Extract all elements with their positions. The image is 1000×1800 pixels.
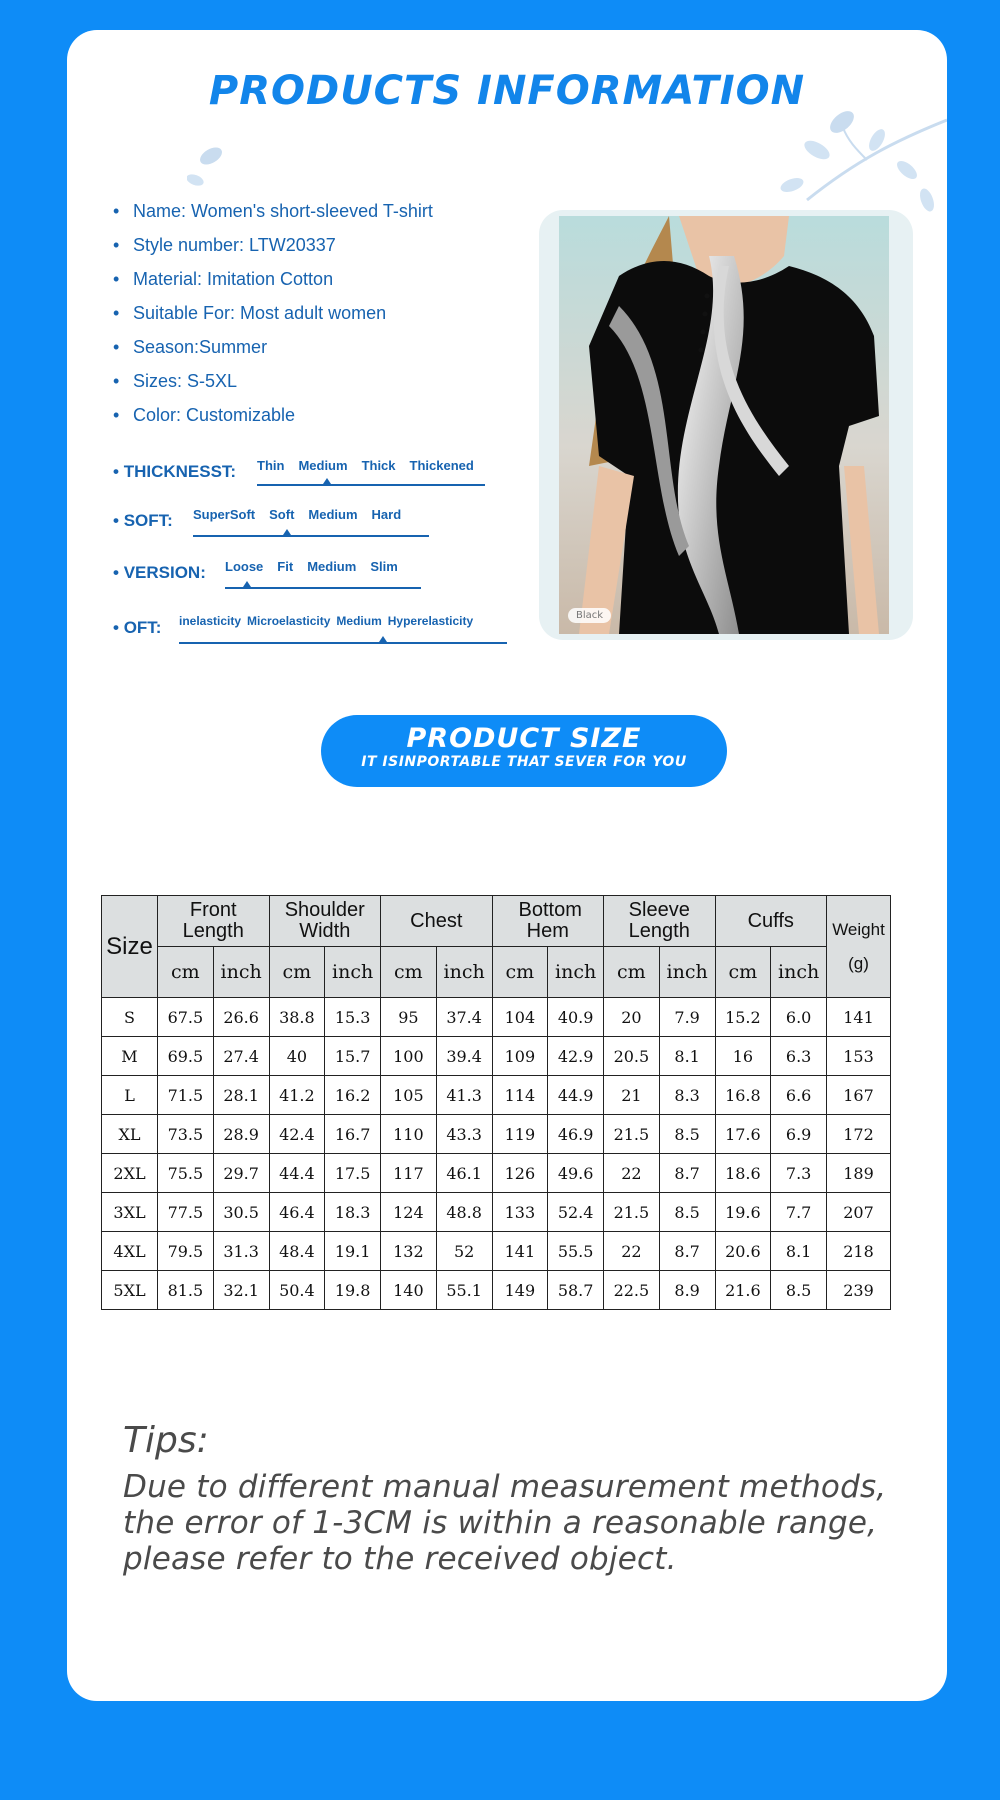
table-cell: 19.1 — [325, 1232, 381, 1271]
info-item: • Material: Imitation Cotton — [113, 269, 334, 289]
version-line — [225, 587, 421, 589]
size-table — [101, 895, 891, 1310]
weight-header: Weight (g) — [827, 896, 891, 998]
table-cell: 22.5 — [604, 1271, 660, 1310]
table-row — [102, 1154, 891, 1193]
product-info-list — [113, 194, 523, 432]
table-cell: 141 — [492, 1232, 548, 1271]
unit-cm: cm — [492, 947, 548, 998]
table-cell: 6.0 — [771, 998, 827, 1037]
table-cell: 8.3 — [659, 1076, 715, 1115]
option-thin: Thin — [257, 458, 285, 473]
table-cell: 126 — [492, 1154, 548, 1193]
table-cell: 8.1 — [659, 1037, 715, 1076]
table-cell: 27.4 — [213, 1037, 269, 1076]
option-loose: Loose — [225, 559, 264, 574]
soft-options — [193, 507, 415, 522]
info-season: Season:Summer — [133, 337, 268, 357]
cuffs-header: Cuffs — [715, 896, 827, 947]
product-photo — [559, 216, 889, 634]
table-cell: 46.4 — [269, 1193, 325, 1232]
table-cell: 18.3 — [325, 1193, 381, 1232]
tips-heading: Tips: — [123, 1420, 209, 1461]
table-cell: 15.7 — [325, 1037, 381, 1076]
soft-line — [193, 535, 429, 537]
table-cell: 75.5 — [158, 1154, 214, 1193]
table-row — [102, 998, 891, 1037]
table-cell: 41.3 — [436, 1076, 492, 1115]
table-cell: 49.6 — [548, 1154, 604, 1193]
size-header: Size — [102, 896, 158, 998]
soft-label: • SOFT: — [113, 511, 173, 530]
table-cell: 133 — [492, 1193, 548, 1232]
shoulder-width-header: Shoulder Width — [269, 896, 381, 947]
info-material: Material: Imitation Cotton — [133, 269, 334, 289]
table-cell: 8.7 — [659, 1154, 715, 1193]
table-cell: 20 — [604, 998, 660, 1037]
product-size-banner — [321, 715, 727, 787]
table-cell: 28.1 — [213, 1076, 269, 1115]
table-cell: 46.9 — [548, 1115, 604, 1154]
table-cell: 19.8 — [325, 1271, 381, 1310]
elasticity-line — [179, 642, 507, 644]
table-cell: 8.7 — [659, 1232, 715, 1271]
version-options — [225, 559, 412, 574]
info-name: Name: Women's short-sleeved T-shirt — [133, 201, 433, 221]
size-cell: 3XL — [102, 1193, 158, 1232]
table-cell: 44.9 — [548, 1076, 604, 1115]
table-cell: 239 — [827, 1271, 891, 1310]
option-fit: Fit — [277, 559, 294, 574]
table-cell: 149 — [492, 1271, 548, 1310]
table-cell: 39.4 — [436, 1037, 492, 1076]
page-title: PRODUCTS INFORMATION — [208, 68, 806, 114]
table-cell: 114 — [492, 1076, 548, 1115]
table-cell: 16 — [715, 1037, 771, 1076]
table-cell: 79.5 — [158, 1232, 214, 1271]
size-cell: 4XL — [102, 1232, 158, 1271]
table-cell: 7.3 — [771, 1154, 827, 1193]
table-cell: 22 — [604, 1232, 660, 1271]
table-cell: 67.5 — [158, 998, 214, 1037]
table-cell: 73.5 — [158, 1115, 214, 1154]
option-microelasticity: Microelasticity — [247, 614, 331, 628]
size-cell: M — [102, 1037, 158, 1076]
table-cell: 8.1 — [771, 1232, 827, 1271]
table-cell: 189 — [827, 1154, 891, 1193]
table-cell: 110 — [381, 1115, 437, 1154]
info-style-number: Style number: LTW20337 — [133, 235, 336, 255]
table-cell: 124 — [381, 1193, 437, 1232]
table-cell: 119 — [492, 1115, 548, 1154]
size-table-body — [102, 998, 891, 1310]
table-cell: 153 — [827, 1037, 891, 1076]
table-cell: 140 — [381, 1271, 437, 1310]
front-length-header: Front Length — [158, 896, 270, 947]
table-cell: 58.7 — [548, 1271, 604, 1310]
info-item: • Color: Customizable — [113, 405, 296, 425]
table-cell: 18.6 — [715, 1154, 771, 1193]
option-slim: Slim — [370, 559, 398, 574]
product-card — [67, 30, 947, 1701]
option-thickened: Thickened — [409, 458, 474, 473]
table-cell: 21.6 — [715, 1271, 771, 1310]
option-medium: Medium — [308, 507, 358, 522]
unit-inch: inch — [659, 947, 715, 998]
table-row — [102, 1076, 891, 1115]
table-cell: 105 — [381, 1076, 437, 1115]
table-cell: 8.5 — [659, 1115, 715, 1154]
info-color: Color: Customizable — [133, 405, 296, 425]
table-cell: 21.5 — [604, 1193, 660, 1232]
table-cell: 42.9 — [548, 1037, 604, 1076]
table-cell: 6.3 — [771, 1037, 827, 1076]
size-banner-title: PRODUCT SIZE — [406, 723, 642, 754]
thickness-marker-icon — [323, 478, 331, 484]
table-cell: 20.6 — [715, 1232, 771, 1271]
option-supersoft: SuperSoft — [193, 507, 256, 522]
table-cell: 46.1 — [436, 1154, 492, 1193]
table-row — [102, 1232, 891, 1271]
thickness-line — [257, 484, 485, 486]
table-cell: 38.8 — [269, 998, 325, 1037]
table-cell: 21.5 — [604, 1115, 660, 1154]
table-cell: 44.4 — [269, 1154, 325, 1193]
bottom-hem-header: Bottom Hem — [492, 896, 604, 947]
table-cell: 77.5 — [158, 1193, 214, 1232]
table-cell: 207 — [827, 1193, 891, 1232]
elasticity-options — [179, 614, 487, 628]
info-item: • Name: Women's short-sleeved T-shirt — [113, 201, 433, 221]
table-cell: 8.9 — [659, 1271, 715, 1310]
info-item: • Suitable For: Most adult women — [113, 303, 387, 323]
table-cell: 52.4 — [548, 1193, 604, 1232]
table-cell: 6.9 — [771, 1115, 827, 1154]
option-soft: Soft — [269, 507, 295, 522]
tips-section — [123, 1420, 923, 1577]
elasticity-marker-icon — [379, 636, 387, 642]
table-cell: 29.7 — [213, 1154, 269, 1193]
table-cell: 16.2 — [325, 1076, 381, 1115]
tips-body: Due to different manual measurement methods, the error of 1-3CM is within a reasonable range, please refer to the received object. — [123, 1469, 887, 1577]
table-cell: 26.6 — [213, 998, 269, 1037]
table-cell: 32.1 — [213, 1271, 269, 1310]
version-marker-icon — [243, 581, 251, 587]
option-thick: Thick — [361, 458, 396, 473]
size-banner-subtitle: IT ISINPORTABLE THAT SEVER FOR YOU — [361, 754, 687, 770]
info-suitable-for: Suitable For: Most adult women — [133, 303, 387, 323]
table-cell: 30.5 — [213, 1193, 269, 1232]
chest-header: Chest — [381, 896, 493, 947]
table-cell: 132 — [381, 1232, 437, 1271]
unit-inch: inch — [325, 947, 381, 998]
table-cell: 7.7 — [771, 1193, 827, 1232]
table-cell: 172 — [827, 1115, 891, 1154]
table-cell: 17.6 — [715, 1115, 771, 1154]
unit-cm: cm — [715, 947, 771, 998]
table-cell: 28.9 — [213, 1115, 269, 1154]
table-cell: 7.9 — [659, 998, 715, 1037]
table-cell: 69.5 — [158, 1037, 214, 1076]
info-sizes: Sizes: S-5XL — [133, 371, 238, 391]
table-cell: 22 — [604, 1154, 660, 1193]
table-cell: 37.4 — [436, 998, 492, 1037]
table-cell: 218 — [827, 1232, 891, 1271]
table-cell: 117 — [381, 1154, 437, 1193]
unit-cm: cm — [158, 947, 214, 998]
table-cell: 31.3 — [213, 1232, 269, 1271]
table-cell: 8.5 — [771, 1271, 827, 1310]
table-cell: 6.6 — [771, 1076, 827, 1115]
table-cell: 141 — [827, 998, 891, 1037]
unit-inch: inch — [771, 947, 827, 998]
option-medium: Medium — [307, 559, 357, 574]
unit-inch: inch — [436, 947, 492, 998]
soft-marker-icon — [283, 529, 291, 535]
table-cell: 40.9 — [548, 998, 604, 1037]
option-medium: Medium — [336, 614, 382, 628]
option-hyperelasticity: Hyperelasticity — [387, 614, 474, 628]
table-cell: 48.8 — [436, 1193, 492, 1232]
size-cell: XL — [102, 1115, 158, 1154]
table-row — [102, 1193, 891, 1232]
table-cell: 50.4 — [269, 1271, 325, 1310]
table-cell: 16.8 — [715, 1076, 771, 1115]
size-cell: L — [102, 1076, 158, 1115]
info-item: • Style number: LTW20337 — [113, 235, 336, 255]
color-tag: Black — [568, 608, 611, 623]
table-cell: 16.7 — [325, 1115, 381, 1154]
thickness-options — [257, 458, 488, 473]
table-cell: 20.5 — [604, 1037, 660, 1076]
table-row — [102, 1037, 891, 1076]
unit-inch: inch — [548, 947, 604, 998]
table-cell: 55.5 — [548, 1232, 604, 1271]
table-cell: 48.4 — [269, 1232, 325, 1271]
table-row — [102, 1271, 891, 1310]
table-cell: 81.5 — [158, 1271, 214, 1310]
version-label: • VERSION: — [113, 563, 206, 582]
size-cell: 5XL — [102, 1271, 158, 1310]
table-cell: 17.5 — [325, 1154, 381, 1193]
info-item: • Season:Summer — [113, 337, 268, 357]
table-cell: 21 — [604, 1076, 660, 1115]
table-cell: 41.2 — [269, 1076, 325, 1115]
unit-cm: cm — [269, 947, 325, 998]
size-cell: 2XL — [102, 1154, 158, 1193]
option-hard: Hard — [371, 507, 402, 522]
table-cell: 95 — [381, 998, 437, 1037]
option-medium: Medium — [298, 458, 348, 473]
sleeve-length-header: Sleeve Length — [604, 896, 716, 947]
table-cell: 15.3 — [325, 998, 381, 1037]
table-cell: 71.5 — [158, 1076, 214, 1115]
leaf-decoration-icon — [187, 140, 227, 200]
table-cell: 55.1 — [436, 1271, 492, 1310]
product-photo-frame — [539, 210, 913, 640]
option-inelasticity: inelasticity — [179, 614, 242, 628]
table-cell: 109 — [492, 1037, 548, 1076]
elasticity-label: • OFT: — [113, 618, 162, 637]
unit-cm: cm — [604, 947, 660, 998]
table-cell: 40 — [269, 1037, 325, 1076]
thickness-label: • THICKNESST: — [113, 462, 237, 481]
table-cell: 8.5 — [659, 1193, 715, 1232]
table-cell: 104 — [492, 998, 548, 1037]
table-cell: 52 — [436, 1232, 492, 1271]
table-row — [102, 1115, 891, 1154]
size-cell: S — [102, 998, 158, 1037]
unit-cm: cm — [381, 947, 437, 998]
table-cell: 19.6 — [715, 1193, 771, 1232]
table-cell: 15.2 — [715, 998, 771, 1037]
table-cell: 43.3 — [436, 1115, 492, 1154]
info-item: • Sizes: S-5XL — [113, 371, 238, 391]
table-cell: 167 — [827, 1076, 891, 1115]
unit-inch: inch — [213, 947, 269, 998]
table-cell: 100 — [381, 1037, 437, 1076]
table-cell: 42.4 — [269, 1115, 325, 1154]
